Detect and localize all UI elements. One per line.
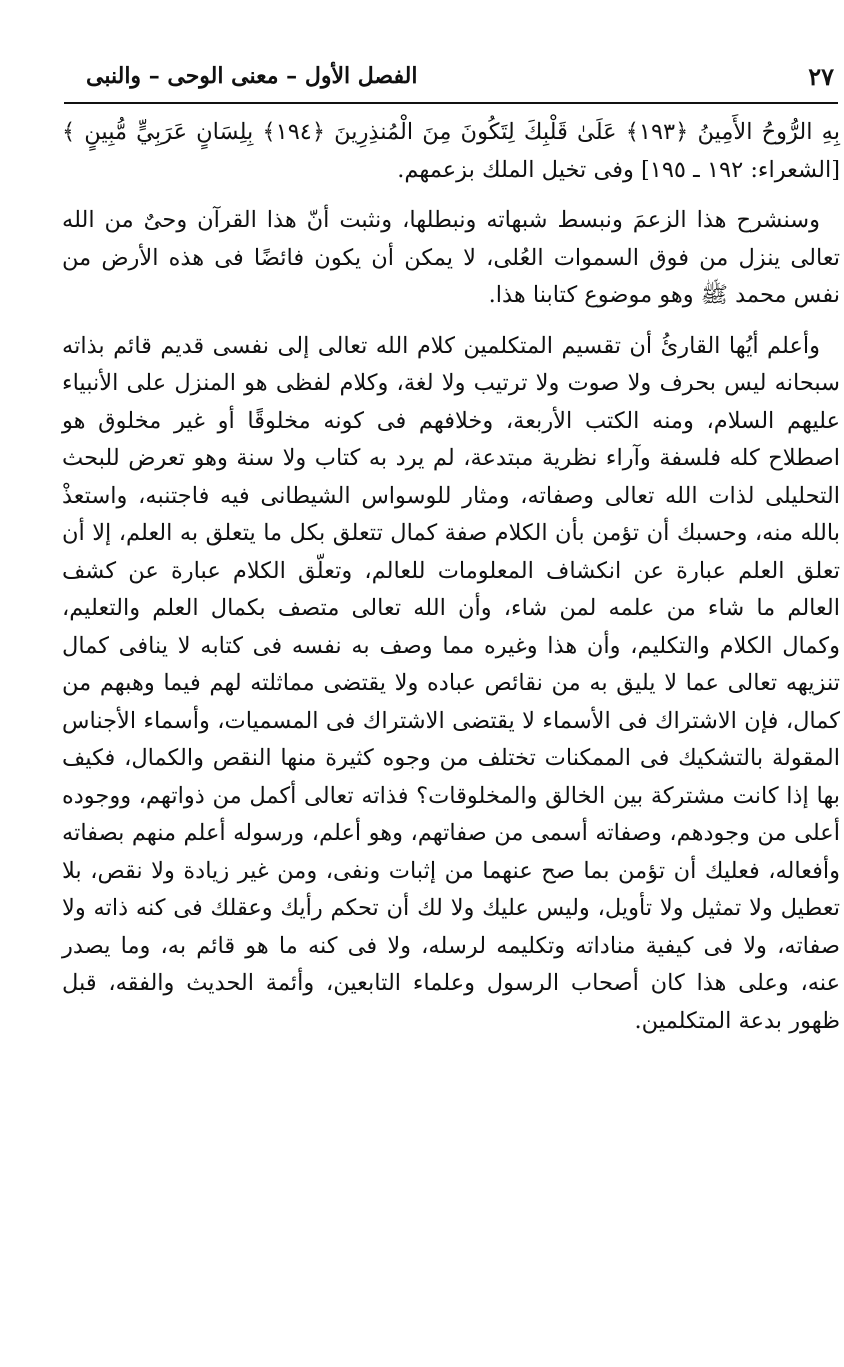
paragraph-kalam: وأعلم أيُها القارئُ أن تقسيم المتكلمين كلام الله تعالى إلى نفسى قديم قائم بذاته سبحانه ليس بحرف ولا صوت ولا ترتيب ولا لغة، وكلام لفظى هو المنزل على الأنبياء عليهم السلام، ومنه الكتب الأربعة، وخلافهم فى كونه مخلوقًا أو غير مخلوق هو اصطلاح كله فلسفة وآراء نظرية مبتدعة، لم يرد به كتاب ولا سنة وهو تعرض للبحث التحليلى لذات الله تعالى وصفاته، ومثار للوسواس الشيطانى فيه فاجتنبه، واستعذْ بالله منه، وحسبك أن تؤمن بأن الكلام صفة كمال تتعلق بكل ما يتعلق به العلم، إلا أن تعلق العلم عبارة عن انكشاف المعلومات للعالم، وتعلّق الكلام عبارة عن كشف العالم ما شاء من علمه لمن شاء، وأن الله تعالى متصف بكمال العلم والتعليم، وكمال الكلام والتكليم، وأن هذا وغيره مما وصف به نفسه فى كتابه لا ينافى كمال تنزيهه تعالى عما لا يليق به من نقائص عباده ولا يقتضى مماثلته لهم فيما وهبهم من كمال، فإن الاشتراك فى الأسماء لا يقتضى الاشتراك فى المسميات، وأسماء الأجناس المقولة بالتشكيك فى الممكنات تختلف من وجوه كثيرة منها النقص والكمال، فكيف بها إذا كانت مشتركة بين الخالق والمخلوقات؟ فذاته تعالى أكمل من ذواتهم، ووجوده أعلى من وجودهم، وصفاته أسمى من صفاتهم، وهو أعلم، ورسوله أعلم منهم بصفاته وأفعاله، فعليك أن تؤمن بما صح عنهما من إثبات ونفى، ومن غير زيادة ولا نقص، بلا تعطيل ولا تمثيل ولا تأويل، وليس عليك ولا لك أن تحكم رأيك وعقلك فى كنه ذاته ولا صفاته، ولا فى كيفية مناداته وتكليمه لرسله، ولا فى كنه ما هو قائم به، وما يصدر عنه، وعلى هذا كان أصحاب الرسول وعلماء التابعين، وأئمة الحديث والفقه، قبل ظهور بدعة المتكلمين. [62,332,840,1034]
header-rule [64,102,838,104]
page-number: ٢٧ [808,61,834,91]
page-body [62,110,840,1040]
running-title: الفصل الأول – معنى الوحى – والنبى [86,63,418,89]
paragraph-quran-continuation: بِهِ الرُّوحُ الأَمِينُ ﴿١٩٣﴾ عَلَىٰ قَلْبِكَ لِتَكُونَ مِنَ الْمُنذِرِينَ ﴿١٩٤﴾ بِلِسَانٍ عَرَبِيٍّ مُّبِينٍ ﴾ [الشعراء: ١٩٢ ـ ١٩٥] وفى تخيل الملك بزعمهم. [62,119,840,183]
paragraph-intent: وسنشرح هذا الزعمَ ونبسط شبهاته ونبطلها، ونثبت أنّ هذا القرآن وحىٌ من الله تعالى ينزل من فوق السموات العُلى، لا يمكن أن يكون فائضًا فى هذه الأرض من نفس محمد ﷺ وهو موضوع كتابنا هذا. [62,207,840,308]
page-header [64,56,838,96]
